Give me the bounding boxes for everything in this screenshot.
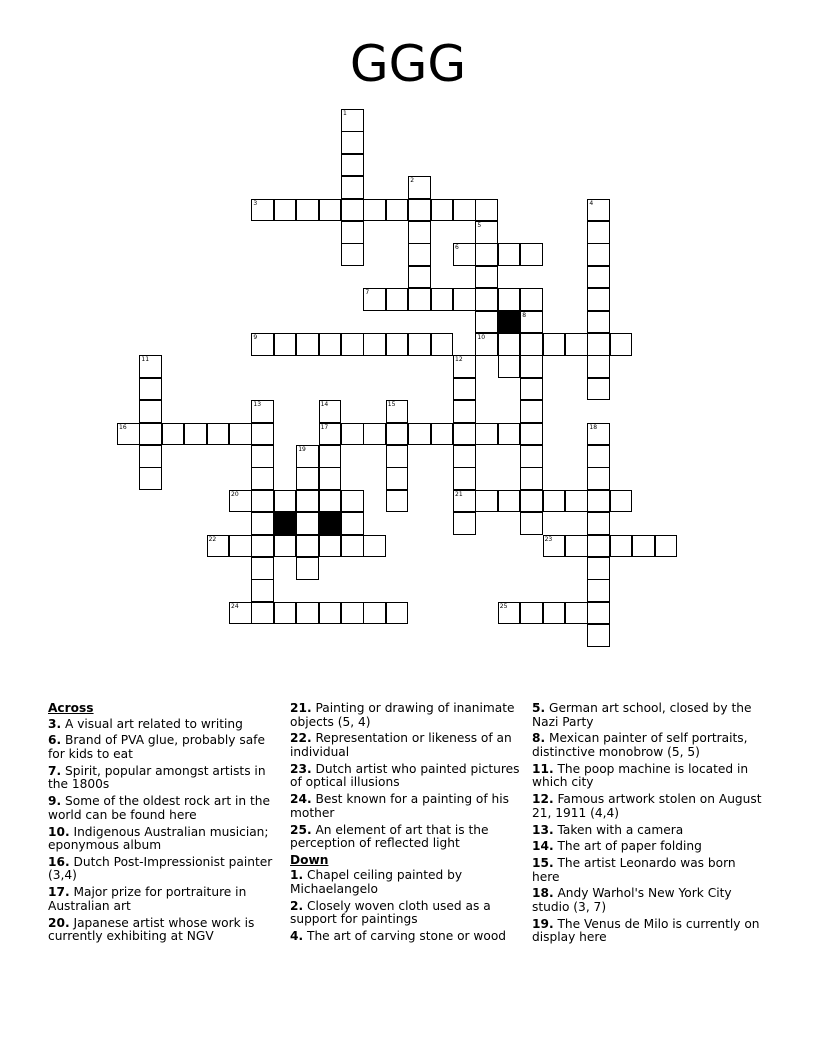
clue-text: Dutch Post-Impressionist painter (3,4) bbox=[48, 854, 273, 883]
grid-cell[interactable] bbox=[408, 288, 431, 311]
clue-text: The art of carving stone or wood bbox=[307, 929, 507, 944]
cell-number: 11 bbox=[141, 356, 150, 364]
cell-number: 20 bbox=[231, 490, 239, 498]
down-clue bbox=[290, 900, 522, 927]
cell-number: 9 bbox=[253, 334, 258, 341]
grid-cell[interactable] bbox=[408, 333, 431, 356]
across-clue bbox=[48, 917, 280, 944]
clue-number: 10. bbox=[48, 824, 70, 839]
grid-cell[interactable] bbox=[207, 535, 230, 558]
grid-cell[interactable] bbox=[341, 602, 364, 625]
grid-cell[interactable] bbox=[453, 467, 476, 490]
down-clue bbox=[532, 702, 764, 729]
grid-cell[interactable] bbox=[520, 602, 543, 625]
grid-cell[interactable] bbox=[498, 355, 521, 378]
clues-column-1 bbox=[48, 702, 280, 947]
grid-cell[interactable] bbox=[363, 288, 386, 311]
grid-cell[interactable] bbox=[587, 221, 610, 244]
grid-cell[interactable] bbox=[587, 579, 610, 602]
grid-cell[interactable] bbox=[341, 490, 364, 513]
clue-number: 25. bbox=[290, 822, 312, 837]
across-clue bbox=[290, 732, 522, 759]
grid-cell[interactable] bbox=[341, 535, 364, 558]
across-clue bbox=[290, 793, 522, 820]
grid-cell[interactable] bbox=[386, 423, 409, 446]
grid-cell[interactable] bbox=[610, 490, 633, 513]
grid-cell[interactable] bbox=[296, 512, 319, 535]
cell-number: 16 bbox=[119, 423, 127, 431]
clue-text: Indigenous Australian musician; eponymous album bbox=[48, 824, 269, 853]
page-title: GGG bbox=[349, 35, 467, 93]
grid-cell[interactable] bbox=[386, 445, 409, 468]
clue-number: 13. bbox=[532, 822, 554, 837]
grid-cell[interactable] bbox=[251, 490, 274, 513]
cell-number: 25 bbox=[499, 602, 508, 610]
across-clue bbox=[290, 763, 522, 790]
cell-number: 5 bbox=[477, 222, 482, 229]
grid-cell[interactable] bbox=[251, 199, 274, 222]
down-clue bbox=[532, 918, 764, 945]
grid-cell[interactable] bbox=[453, 355, 476, 378]
down-clue bbox=[290, 869, 522, 896]
grid-cell[interactable] bbox=[475, 243, 498, 266]
grid-cell[interactable] bbox=[251, 423, 274, 446]
grid-block-cell bbox=[319, 512, 342, 535]
cell-number: 4 bbox=[589, 199, 594, 207]
clue-number: 19. bbox=[532, 916, 554, 931]
grid-cell[interactable] bbox=[386, 333, 409, 356]
clue-text: German art school, closed by the Nazi Party bbox=[532, 701, 752, 729]
clue-text: Taken with a camera bbox=[557, 822, 684, 837]
cell-number: 14 bbox=[320, 401, 329, 409]
grid-cell[interactable] bbox=[386, 602, 409, 625]
across-heading: Across bbox=[48, 701, 94, 715]
grid-cell[interactable] bbox=[296, 602, 319, 625]
clue-text: Major prize for portraiture in Australian art bbox=[48, 885, 247, 913]
grid-cell[interactable] bbox=[162, 423, 185, 446]
grid-cell[interactable] bbox=[498, 423, 521, 446]
grid-cell[interactable] bbox=[587, 355, 610, 378]
grid-cell[interactable] bbox=[587, 512, 610, 535]
across-clue bbox=[290, 824, 522, 851]
grid-cell[interactable] bbox=[453, 445, 476, 468]
grid-cell[interactable] bbox=[296, 333, 319, 356]
across-clue bbox=[48, 795, 280, 822]
grid-cell[interactable] bbox=[251, 535, 274, 558]
grid-cell[interactable] bbox=[229, 490, 252, 513]
grid-cell[interactable] bbox=[520, 378, 543, 401]
grid-cell[interactable] bbox=[319, 400, 342, 423]
grid-cell[interactable] bbox=[453, 288, 476, 311]
grid-cell[interactable] bbox=[296, 557, 319, 580]
grid-cell[interactable] bbox=[251, 557, 274, 580]
grid-cell[interactable] bbox=[453, 423, 476, 446]
clue-number: 21. bbox=[290, 701, 312, 715]
cell-number: 13 bbox=[253, 401, 262, 409]
grid-cell[interactable] bbox=[139, 400, 162, 423]
grid-cell[interactable] bbox=[565, 602, 588, 625]
grid-cell[interactable] bbox=[251, 333, 274, 356]
grid-cell[interactable] bbox=[319, 490, 342, 513]
across-clue bbox=[48, 886, 280, 913]
grid-cell[interactable] bbox=[587, 467, 610, 490]
clue-text: Closely woven cloth used as a support for paintings bbox=[290, 898, 491, 927]
clue-text: The Venus de Milo is currently on display here bbox=[532, 916, 760, 945]
grid-cell[interactable] bbox=[520, 400, 543, 423]
clue-number: 12. bbox=[532, 792, 554, 807]
clue-text: Some of the oldest rock art in the world can be found here bbox=[48, 794, 270, 822]
grid-cell[interactable] bbox=[431, 199, 454, 222]
grid-cell[interactable] bbox=[453, 243, 476, 266]
clue-text: The artist Leonardo was born here bbox=[532, 856, 736, 884]
grid-cell[interactable] bbox=[386, 199, 409, 222]
cell-number: 3 bbox=[253, 199, 258, 207]
grid-cell[interactable] bbox=[431, 288, 454, 311]
grid-cell[interactable] bbox=[543, 490, 566, 513]
grid-cell[interactable] bbox=[341, 512, 364, 535]
clue-number: 15. bbox=[532, 856, 554, 871]
grid-cell[interactable] bbox=[251, 400, 274, 423]
clue-number: 18. bbox=[532, 886, 554, 901]
clue-number: 8. bbox=[532, 731, 546, 746]
grid-cell[interactable] bbox=[431, 423, 454, 446]
cell-number: 17 bbox=[320, 423, 329, 431]
across-clue bbox=[290, 702, 522, 729]
grid-cell[interactable] bbox=[363, 535, 386, 558]
grid-cell[interactable] bbox=[251, 467, 274, 490]
grid-cell[interactable] bbox=[341, 109, 364, 132]
cell-number: 19 bbox=[298, 446, 306, 453]
grid-cell[interactable] bbox=[408, 176, 431, 199]
grid-cell[interactable] bbox=[229, 535, 252, 558]
grid-cell[interactable] bbox=[341, 423, 364, 446]
clue-text: A visual art related to writing bbox=[65, 716, 243, 731]
grid-cell[interactable] bbox=[520, 311, 543, 334]
grid-cell[interactable] bbox=[363, 602, 386, 625]
clue-number: 2. bbox=[290, 898, 304, 913]
cell-number: 6 bbox=[455, 244, 459, 252]
grid-cell[interactable] bbox=[475, 288, 498, 311]
grid-cell[interactable] bbox=[565, 333, 588, 356]
grid-cell[interactable] bbox=[565, 535, 588, 558]
grid-cell[interactable] bbox=[520, 512, 543, 535]
down-clue bbox=[290, 930, 522, 944]
cell-number: 21 bbox=[455, 490, 463, 498]
clue-number: 4. bbox=[290, 929, 304, 944]
across-clue bbox=[48, 734, 280, 761]
clue-number: 7. bbox=[48, 763, 62, 778]
clue-number: 5. bbox=[532, 701, 546, 715]
grid-cell[interactable] bbox=[475, 423, 498, 446]
cell-number: 22 bbox=[208, 535, 217, 543]
clues-column-3 bbox=[532, 702, 764, 948]
grid-cell[interactable] bbox=[319, 467, 342, 490]
clue-text: Dutch artist who painted pictures of optical illusions bbox=[290, 761, 520, 790]
clue-text: Best known for a painting of his mother bbox=[290, 792, 510, 820]
grid-cell[interactable] bbox=[453, 378, 476, 401]
clue-number: 16. bbox=[48, 854, 70, 869]
clue-number: 22. bbox=[290, 731, 312, 746]
grid-cell[interactable] bbox=[341, 176, 364, 199]
clue-text: Spirit, popular amongst artists in the 1800s bbox=[48, 763, 266, 792]
grid-cell[interactable] bbox=[587, 288, 610, 311]
grid-cell[interactable] bbox=[251, 602, 274, 625]
grid-cell[interactable] bbox=[408, 221, 431, 244]
down-clue bbox=[532, 887, 764, 914]
grid-cell[interactable] bbox=[632, 535, 655, 558]
grid-block-cell bbox=[274, 512, 297, 535]
grid-cell[interactable] bbox=[274, 602, 297, 625]
clue-number: 17. bbox=[48, 885, 70, 900]
cell-number: 7 bbox=[365, 289, 370, 297]
grid-cell[interactable] bbox=[117, 423, 140, 446]
cell-number: 2 bbox=[410, 177, 415, 185]
grid-block-cell bbox=[498, 311, 521, 334]
down-clue bbox=[532, 840, 764, 854]
grid-cell[interactable] bbox=[386, 288, 409, 311]
grid-cell[interactable] bbox=[274, 535, 297, 558]
grid-cell[interactable] bbox=[274, 199, 297, 222]
down-clue bbox=[532, 793, 764, 820]
clue-number: 1. bbox=[290, 868, 304, 883]
grid-cell[interactable] bbox=[520, 355, 543, 378]
grid-cell[interactable] bbox=[587, 624, 610, 647]
grid-cell[interactable] bbox=[251, 512, 274, 535]
cell-number: 12 bbox=[455, 356, 463, 364]
clue-text: The poop machine is located in which city bbox=[532, 761, 749, 790]
grid-cell[interactable] bbox=[610, 535, 633, 558]
across-clue bbox=[48, 856, 280, 883]
clue-text: Brand of PVA glue, probably safe for kids to eat bbox=[48, 733, 265, 761]
cell-number: 18 bbox=[589, 423, 598, 431]
grid-cell[interactable] bbox=[408, 199, 431, 222]
grid-cell[interactable] bbox=[587, 557, 610, 580]
grid-cell[interactable] bbox=[341, 243, 364, 266]
grid-cell[interactable] bbox=[251, 579, 274, 602]
grid-cell[interactable] bbox=[498, 602, 521, 625]
grid-cell[interactable] bbox=[475, 199, 498, 222]
clue-text: Representation or likeness of an individual bbox=[290, 731, 512, 759]
grid-cell[interactable] bbox=[341, 221, 364, 244]
grid-cell[interactable] bbox=[587, 333, 610, 356]
grid-cell[interactable] bbox=[520, 243, 543, 266]
down-clue bbox=[532, 857, 764, 884]
grid-cell[interactable] bbox=[565, 490, 588, 513]
cell-number: 1 bbox=[343, 110, 347, 117]
cell-number: 24 bbox=[231, 602, 239, 610]
down-clue bbox=[532, 824, 764, 838]
grid-cell[interactable] bbox=[408, 423, 431, 446]
grid-cell[interactable] bbox=[229, 602, 252, 625]
grid-cell[interactable] bbox=[386, 400, 409, 423]
clue-text: Famous artwork stolen on August 21, 1911 (4,4) bbox=[532, 792, 762, 820]
grid-cell[interactable] bbox=[498, 333, 521, 356]
grid-cell[interactable] bbox=[431, 333, 454, 356]
grid-cell[interactable] bbox=[139, 355, 162, 378]
grid-cell[interactable] bbox=[296, 199, 319, 222]
grid-cell[interactable] bbox=[655, 535, 678, 558]
grid-cell[interactable] bbox=[520, 333, 543, 356]
grid-cell[interactable] bbox=[319, 535, 342, 558]
grid-cell[interactable] bbox=[363, 199, 386, 222]
grid-cell[interactable] bbox=[453, 490, 476, 513]
grid-cell[interactable] bbox=[363, 423, 386, 446]
grid-cell[interactable] bbox=[587, 490, 610, 513]
across-clue bbox=[48, 826, 280, 853]
clue-number: 6. bbox=[48, 733, 62, 748]
grid-cell[interactable] bbox=[319, 602, 342, 625]
grid-cell[interactable] bbox=[453, 199, 476, 222]
cell-number: 23 bbox=[544, 535, 553, 543]
grid-cell[interactable] bbox=[587, 602, 610, 625]
grid-cell[interactable] bbox=[274, 490, 297, 513]
grid-cell[interactable] bbox=[475, 333, 498, 356]
down-clue bbox=[532, 763, 764, 790]
grid-cell[interactable] bbox=[520, 288, 543, 311]
grid-cell[interactable] bbox=[587, 535, 610, 558]
grid-cell[interactable] bbox=[520, 445, 543, 468]
grid-cell[interactable] bbox=[341, 199, 364, 222]
down-heading: Down bbox=[290, 852, 329, 867]
grid-cell[interactable] bbox=[587, 378, 610, 401]
grid-cell[interactable] bbox=[274, 333, 297, 356]
grid-cell[interactable] bbox=[296, 467, 319, 490]
grid-cell[interactable] bbox=[587, 423, 610, 446]
grid-cell[interactable] bbox=[520, 423, 543, 446]
clue-number: 11. bbox=[532, 761, 554, 776]
grid-cell[interactable] bbox=[498, 490, 521, 513]
clue-number: 14. bbox=[532, 839, 554, 854]
clue-number: 3. bbox=[48, 716, 62, 731]
clue-number: 23. bbox=[290, 761, 312, 776]
clue-text: Mexican painter of self portraits, distinctive monobrow (5, 5) bbox=[532, 731, 748, 759]
grid-cell[interactable] bbox=[207, 423, 230, 446]
grid-cell[interactable] bbox=[184, 423, 207, 446]
grid-cell[interactable] bbox=[319, 445, 342, 468]
grid-cell[interactable] bbox=[543, 333, 566, 356]
clue-number: 20. bbox=[48, 915, 70, 930]
grid-cell[interactable] bbox=[498, 243, 521, 266]
clue-text: Chapel ceiling painted by Michaelangelo bbox=[290, 868, 463, 897]
grid-cell[interactable] bbox=[587, 243, 610, 266]
grid-cell[interactable] bbox=[453, 400, 476, 423]
grid-cell[interactable] bbox=[453, 512, 476, 535]
grid-cell[interactable] bbox=[520, 490, 543, 513]
grid-cell[interactable] bbox=[341, 333, 364, 356]
grid-cell[interactable] bbox=[587, 266, 610, 289]
grid-cell[interactable] bbox=[139, 378, 162, 401]
clue-number: 9. bbox=[48, 794, 62, 809]
grid-cell[interactable] bbox=[475, 221, 498, 244]
grid-cell[interactable] bbox=[139, 423, 162, 446]
grid-cell[interactable] bbox=[363, 333, 386, 356]
grid-cell[interactable] bbox=[386, 490, 409, 513]
clue-text: Andy Warhol's New York City studio (3, 7) bbox=[532, 886, 732, 915]
across-clue bbox=[48, 765, 280, 792]
grid-cell[interactable] bbox=[475, 266, 498, 289]
grid-cell[interactable] bbox=[408, 266, 431, 289]
grid-cell[interactable] bbox=[296, 490, 319, 513]
cell-number: 15 bbox=[387, 401, 396, 409]
grid-cell[interactable] bbox=[319, 333, 342, 356]
grid-cell[interactable] bbox=[319, 199, 342, 222]
grid-cell[interactable] bbox=[587, 445, 610, 468]
grid-cell[interactable] bbox=[520, 467, 543, 490]
cell-number: 8 bbox=[522, 311, 527, 319]
grid-cell[interactable] bbox=[408, 243, 431, 266]
grid-cell[interactable] bbox=[229, 423, 252, 446]
grid-cell[interactable] bbox=[498, 288, 521, 311]
grid-cell[interactable] bbox=[386, 467, 409, 490]
grid-cell[interactable] bbox=[543, 602, 566, 625]
clue-number: 24. bbox=[290, 792, 312, 807]
clue-text: An element of art that is the perception of reflected light bbox=[290, 822, 489, 851]
grid-cell[interactable] bbox=[139, 467, 162, 490]
clue-text: Painting or drawing of inanimate objects (5, 4) bbox=[290, 701, 515, 729]
grid-cell[interactable] bbox=[610, 333, 633, 356]
grid-cell[interactable] bbox=[341, 154, 364, 177]
grid-cell[interactable] bbox=[587, 199, 610, 222]
clue-text: Japanese artist whose work is currently exhibiting at NGV bbox=[48, 915, 255, 944]
grid-cell[interactable] bbox=[341, 131, 364, 154]
grid-cell[interactable] bbox=[587, 311, 610, 334]
grid-cell[interactable] bbox=[296, 445, 319, 468]
grid-cell[interactable] bbox=[475, 490, 498, 513]
grid-cell[interactable] bbox=[475, 311, 498, 334]
grid-cell[interactable] bbox=[251, 445, 274, 468]
grid-cell[interactable] bbox=[139, 445, 162, 468]
grid-cell[interactable] bbox=[319, 423, 342, 446]
grid-cell[interactable] bbox=[543, 535, 566, 558]
cell-number: 10 bbox=[477, 334, 486, 341]
down-clue bbox=[532, 732, 764, 759]
clue-text: The art of paper folding bbox=[557, 839, 702, 854]
clues-column-2 bbox=[290, 702, 522, 947]
grid-cell[interactable] bbox=[296, 535, 319, 558]
across-clue bbox=[48, 718, 280, 732]
